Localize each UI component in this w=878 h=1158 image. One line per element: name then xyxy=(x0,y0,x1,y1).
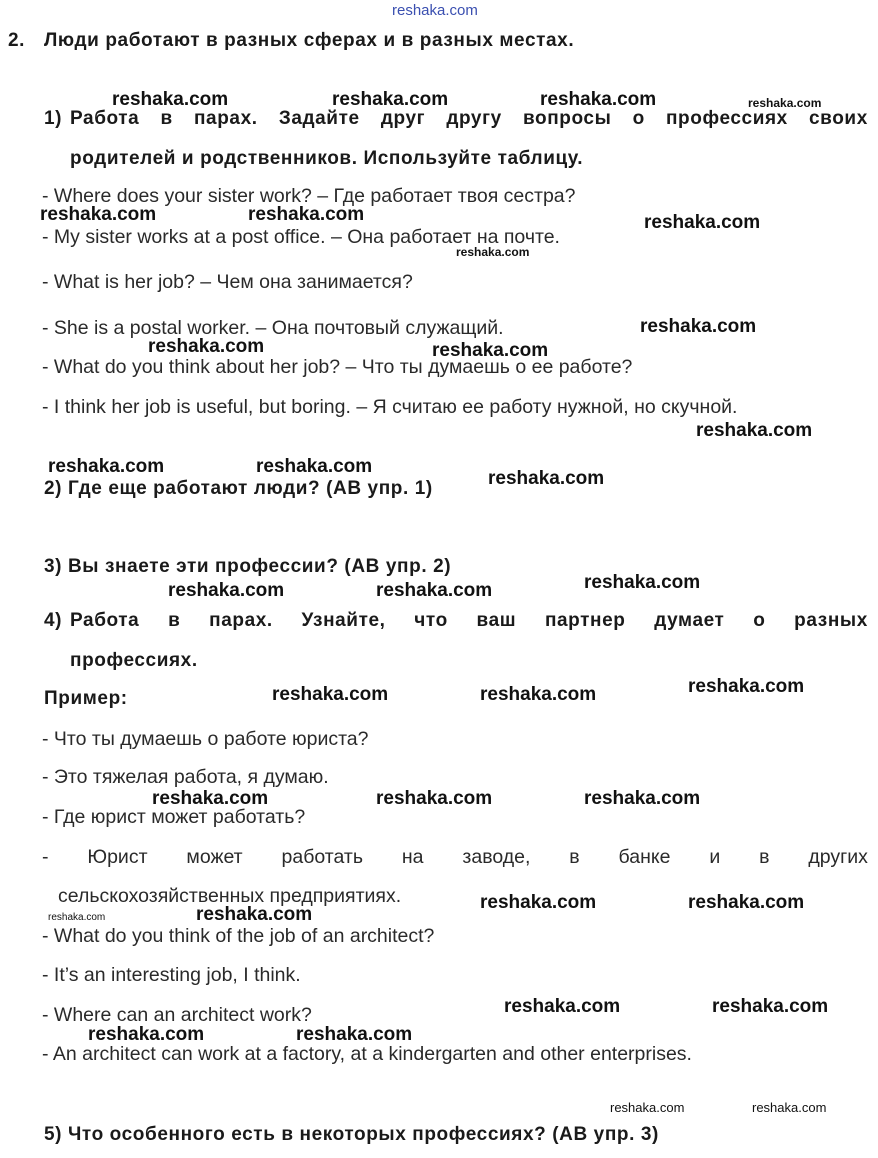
watermark: reshaka.com xyxy=(48,912,106,923)
dialog-word: работать xyxy=(281,846,364,868)
dialog-line: - I think her job is useful, but boring. – Я считаю ее работу нужной, но скучной. xyxy=(42,396,738,418)
task4-word: что xyxy=(414,610,448,631)
watermark: reshaka.com xyxy=(640,316,757,337)
dialog-line: - Где юрист может работать? xyxy=(42,806,306,828)
dialog-line: сельскохозяйственных предприятиях. xyxy=(58,885,402,907)
watermark: reshaka.com xyxy=(152,788,269,809)
watermark: reshaka.com xyxy=(376,580,493,601)
dialog-line: - An architect can work at a factory, at a kindergarten and other enterprises. xyxy=(42,1043,692,1065)
watermark: reshaka.com xyxy=(688,892,805,913)
watermark: reshaka.com xyxy=(504,996,621,1017)
task4-word: разных xyxy=(794,610,868,631)
task1-word: о xyxy=(632,108,645,129)
task4-word: в xyxy=(168,610,181,631)
watermark: reshaka.com xyxy=(696,420,813,441)
dialog-word: может xyxy=(186,846,243,868)
task4-word: партнер xyxy=(544,610,626,631)
watermark: reshaka.com xyxy=(48,456,165,477)
watermark: reshaka.com xyxy=(584,788,701,809)
task1-word: Задайте xyxy=(278,108,360,129)
watermark: reshaka.com xyxy=(248,204,365,225)
watermark: reshaka.com xyxy=(432,340,549,361)
header-watermark: reshaka.com xyxy=(392,2,478,19)
watermark: reshaka.com xyxy=(168,580,285,601)
dialog-word: и xyxy=(709,846,721,868)
watermark: reshaka.com xyxy=(712,996,829,1017)
task1-word: парах. xyxy=(193,108,258,129)
watermark: reshaka.com xyxy=(752,1100,827,1115)
task4-line2: профессиях. xyxy=(70,650,198,671)
task1-number: 1) xyxy=(44,108,63,129)
example-label: Пример: xyxy=(44,688,128,709)
watermark: reshaka.com xyxy=(40,204,157,225)
exercise-number: 2. xyxy=(8,30,26,51)
dialog-line: - What do you think about her job? – Что ты думаешь о ее работе? xyxy=(42,356,633,378)
task1-word: вопросы xyxy=(522,108,612,129)
dialog-word: заводе, xyxy=(462,846,531,868)
dialog-word: других xyxy=(808,846,868,868)
dialog-word: - xyxy=(42,846,49,868)
watermark: reshaka.com xyxy=(748,96,822,110)
task1-word: своих xyxy=(809,108,868,129)
task4-word: думает xyxy=(654,610,725,631)
task1-word: другу xyxy=(446,108,502,129)
dialog-line: - Это тяжелая работа, я думаю. xyxy=(42,766,329,788)
task4-word: Узнайте, xyxy=(301,610,386,631)
dialog-line: - It’s an interesting job, I think. xyxy=(42,964,301,986)
watermark: reshaka.com xyxy=(584,572,701,593)
task4-word: о xyxy=(753,610,766,631)
dialog-word: банке xyxy=(618,846,671,868)
dialog-line: - My sister works at a post office. – Она работает на почте. xyxy=(42,226,560,248)
dialog-line: - Where can an architect work? xyxy=(42,1004,312,1026)
dialog-word: Юрист xyxy=(87,846,148,868)
dialog-word: в xyxy=(759,846,770,868)
task1-line1 xyxy=(70,108,868,130)
dialog-line: - What is her job? – Чем она занимается? xyxy=(42,271,413,293)
watermark: reshaka.com xyxy=(148,336,265,357)
watermark: reshaka.com xyxy=(610,1100,685,1115)
task4-line1 xyxy=(70,610,868,632)
watermark: reshaka.com xyxy=(332,89,449,110)
watermark: reshaka.com xyxy=(456,245,530,259)
exercise-title: Люди работают в разных сферах и в разных местах. xyxy=(44,30,575,51)
task1-word: профессиях xyxy=(665,108,788,129)
dialog-line: - What do you think of the job of an architect? xyxy=(42,925,435,947)
watermark: reshaka.com xyxy=(480,684,597,705)
watermark: reshaka.com xyxy=(296,1024,413,1045)
task5-heading: 5) Что особенного есть в некоторых профессиях? (AB упр. 3) xyxy=(44,1124,659,1145)
watermark: reshaka.com xyxy=(88,1024,205,1045)
dialog-word: на xyxy=(401,846,424,868)
dialog-word: в xyxy=(569,846,580,868)
watermark: reshaka.com xyxy=(688,676,805,697)
dialog-line: - Where does your sister work? – Где работает твоя сестра? xyxy=(42,185,576,207)
task4-word: ваш xyxy=(476,610,517,631)
task1-word: Работа xyxy=(70,108,140,129)
watermark: reshaka.com xyxy=(488,468,605,489)
task1-line2: родителей и родственников. Используйте таблицу. xyxy=(70,148,584,169)
watermark: reshaka.com xyxy=(540,89,657,110)
watermark: reshaka.com xyxy=(272,684,389,705)
task4-word: Работа xyxy=(70,610,140,631)
task2-heading: 2) Где еще работают люди? (AB упр. 1) xyxy=(44,478,433,499)
watermark: reshaka.com xyxy=(480,892,597,913)
watermark: reshaka.com xyxy=(376,788,493,809)
watermark: reshaka.com xyxy=(256,456,373,477)
task3-heading: 3) Вы знаете эти профессии? (AB упр. 2) xyxy=(44,556,452,577)
task4-word: парах. xyxy=(209,610,273,631)
watermark: reshaka.com xyxy=(112,89,229,110)
task4-number: 4) xyxy=(44,610,63,631)
dialog-line: - Что ты думаешь о работе юриста? xyxy=(42,728,369,750)
watermark: reshaka.com xyxy=(644,212,761,233)
task1-word: друг xyxy=(380,108,426,129)
dialog-line: - She is a postal worker. – Она почтовый служащий. xyxy=(42,317,504,339)
watermark: reshaka.com xyxy=(196,904,313,925)
dialog-line-justified xyxy=(42,846,868,869)
task1-word: в xyxy=(160,108,173,129)
